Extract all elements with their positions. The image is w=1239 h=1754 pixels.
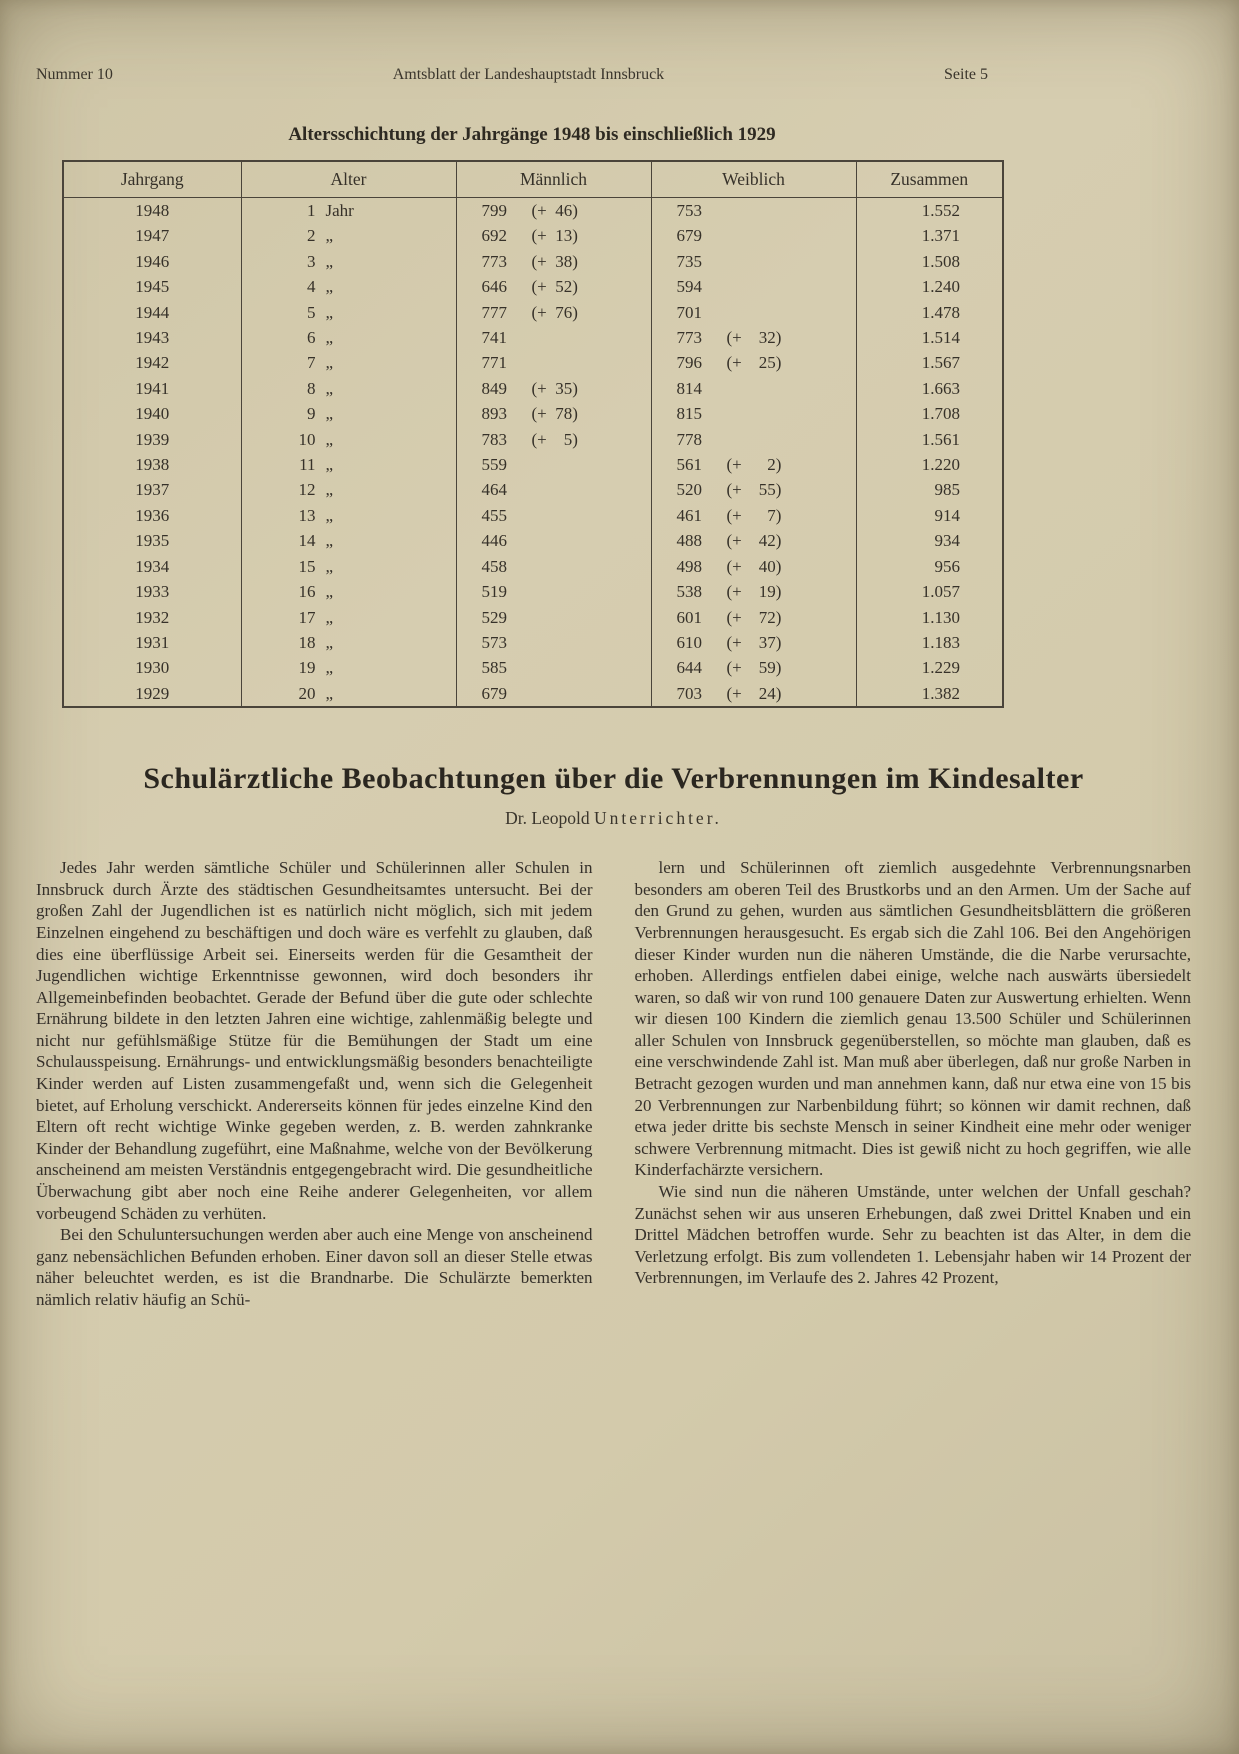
cell-jahrgang: 1944 [63, 300, 241, 325]
female-delta: (+ 59) [726, 658, 782, 678]
age-unit: „ [325, 480, 334, 500]
cell-alter [241, 300, 456, 325]
age-unit: „ [325, 683, 334, 703]
cell-jahrgang: 1930 [63, 655, 241, 680]
cell-alter [241, 503, 456, 528]
age-unit: „ [325, 277, 334, 297]
cell-jahrgang: 1934 [63, 554, 241, 579]
article-paragraph: Jedes Jahr werden sämtliche Schüler und Schülerinnen aller Schulen in Innsbruck durch Ärzte des städtischen Gesundheitsamtes untersucht. Bei der großen Zahl der Jugendlichen ist es natürlich nicht möglich, sich mit jedem Einzelnen eingehend zu beschäftigen und doch wäre es verfehlt zu glauben, daß dies eine überflüssige Arbeit sei. Einerseits werden für die Gesamtheit der Jugendlichen wichtige Erkenntnisse gewonnen, wird doch besonders ihr Allgemeinbefinden beobachtet. Gerade der Befund über die gute oder schlechte Ernährung bildete in den letzten Jahren eine wichtige, zahlenmäßig belegte und nicht nur gefühlsmäßige Stütze für die Bemühungen der Stadt um eine Schulausspeisung. Ernährungs- und entwicklungsmäßig besonders benachteiligte Kinder werden auf Listen zusammengefaßt und, wenn sich die Gelegenheit bietet, auf Erholung verschickt. Andererseits können für jedes einzelne Kind den Eltern oft recht wichtige Winke gegeben werden, z. B. werden zahnkranke Kinder der Behandlung zugeführt, eine Maßnahme, welche von der Bevölkerung anscheinend am meisten Verständnis entgegengebracht wird. Die gesundheitliche Überwachung gibt aber noch eine Reihe anderer Gelegenheiten, vor allem vorbeugend Schäden zu verhüten. [36, 858, 593, 1223]
male-delta: (+ 76) [531, 302, 578, 322]
female-count: 594 [676, 277, 702, 297]
cell-zusammen: 1.708 [856, 401, 1003, 426]
cell-alter [241, 554, 456, 579]
cell-maennlich [456, 503, 651, 528]
cell-zusammen: 1.663 [856, 376, 1003, 401]
female-count: 561 [676, 455, 702, 475]
female-delta: (+ 25) [726, 353, 782, 373]
female-count: 679 [676, 226, 702, 246]
male-count: 799 [481, 201, 507, 220]
column-header-maennlich: Männlich [456, 161, 651, 198]
cell-weiblich [651, 554, 856, 579]
running-header [36, 66, 988, 84]
journal-title: Amtsblatt der Landeshauptstadt Innsbruck [392, 66, 665, 83]
cell-alter [241, 325, 456, 350]
female-count: 701 [676, 302, 702, 322]
cell-zusammen: 1.057 [856, 579, 1003, 604]
male-delta: (+ 78) [531, 404, 578, 424]
column-header-alter: Alter [241, 161, 456, 198]
table-row [63, 401, 1003, 426]
age-number: 6 [307, 328, 316, 348]
male-count: 446 [481, 531, 507, 551]
male-count: 893 [481, 404, 507, 424]
age-unit: „ [325, 251, 334, 271]
cell-alter [241, 249, 456, 274]
table-row [63, 503, 1003, 528]
male-count: 464 [481, 480, 507, 500]
table-row [63, 300, 1003, 325]
male-delta: (+ 13) [531, 226, 578, 246]
age-number: 11 [299, 455, 316, 475]
cell-maennlich [456, 605, 651, 630]
cell-zusammen: 1.382 [856, 681, 1003, 707]
age-number: 4 [307, 277, 316, 297]
male-delta: (+ 52) [531, 277, 578, 297]
cell-weiblich [651, 503, 856, 528]
male-count: 529 [481, 607, 507, 627]
male-delta: (+ 5) [531, 429, 578, 449]
cell-weiblich [651, 655, 856, 680]
female-delta: (+ 55) [726, 480, 782, 500]
table-row [63, 427, 1003, 452]
age-unit: „ [325, 582, 334, 602]
cell-jahrgang: 1938 [63, 452, 241, 477]
cell-alter [241, 630, 456, 655]
female-delta: (+ 32) [726, 328, 782, 348]
age-distribution-table [62, 160, 1004, 708]
cell-maennlich [456, 528, 651, 553]
cell-weiblich [651, 630, 856, 655]
cell-zusammen: 934 [856, 528, 1003, 553]
female-count: 538 [676, 582, 702, 602]
cell-zusammen: 1.561 [856, 427, 1003, 452]
female-count: 778 [676, 429, 702, 449]
age-number: 1 [307, 201, 316, 220]
age-number: 14 [298, 531, 316, 551]
cell-alter [241, 528, 456, 553]
cell-maennlich [456, 249, 651, 274]
cell-weiblich [651, 401, 856, 426]
cell-weiblich [651, 605, 856, 630]
female-count: 773 [676, 328, 702, 348]
female-count: 610 [676, 632, 702, 652]
female-count: 753 [676, 201, 702, 220]
age-number: 5 [307, 302, 316, 322]
male-count: 679 [481, 683, 507, 703]
table-row [63, 198, 1003, 224]
cell-maennlich [456, 681, 651, 707]
male-count: 771 [481, 353, 507, 373]
table-header [63, 161, 1003, 198]
cell-alter [241, 198, 456, 224]
column-header-jahrgang: Jahrgang [63, 161, 241, 198]
cell-maennlich [456, 274, 651, 299]
cell-alter [241, 579, 456, 604]
female-count: 815 [676, 404, 702, 424]
age-unit: „ [325, 556, 334, 576]
cell-jahrgang: 1931 [63, 630, 241, 655]
cell-weiblich [651, 274, 856, 299]
age-unit: „ [325, 429, 334, 449]
age-unit: „ [325, 378, 334, 398]
cell-zusammen: 956 [856, 554, 1003, 579]
cell-jahrgang: 1932 [63, 605, 241, 630]
cell-alter [241, 401, 456, 426]
page-number: Seite 5 [944, 66, 988, 83]
cell-alter [241, 605, 456, 630]
cell-alter [241, 376, 456, 401]
cell-weiblich [651, 528, 856, 553]
cell-jahrgang: 1941 [63, 376, 241, 401]
table-row [63, 681, 1003, 707]
cell-alter [241, 477, 456, 502]
cell-weiblich [651, 427, 856, 452]
cell-weiblich [651, 376, 856, 401]
cell-weiblich [651, 249, 856, 274]
age-number: 12 [298, 480, 316, 500]
female-count: 735 [676, 251, 702, 271]
table-row [63, 452, 1003, 477]
cell-zusammen: 1.552 [856, 198, 1003, 224]
cell-alter [241, 681, 456, 707]
table-row [63, 350, 1003, 375]
cell-weiblich [651, 198, 856, 224]
cell-zusammen: 985 [856, 477, 1003, 502]
age-unit: „ [325, 353, 334, 373]
article-byline [36, 808, 1191, 829]
cell-jahrgang: 1929 [63, 681, 241, 707]
table-header-row [63, 161, 1003, 198]
cell-maennlich [456, 477, 651, 502]
female-count: 601 [676, 607, 702, 627]
age-number: 10 [298, 429, 316, 449]
male-delta: (+ 35) [531, 378, 578, 398]
table-row [63, 605, 1003, 630]
cell-maennlich [456, 350, 651, 375]
byline-author-name: Unterrichter. [594, 808, 722, 829]
female-count: 796 [676, 353, 702, 373]
age-unit: „ [325, 531, 334, 551]
female-delta: (+ 7) [726, 505, 782, 525]
cell-jahrgang: 1940 [63, 401, 241, 426]
female-delta: (+ 37) [726, 632, 782, 652]
male-count: 741 [481, 328, 507, 348]
age-number: 8 [307, 378, 316, 398]
female-count: 814 [676, 378, 702, 398]
female-count: 520 [676, 480, 702, 500]
age-unit: „ [325, 632, 334, 652]
cell-maennlich [456, 198, 651, 224]
table-row [63, 325, 1003, 350]
age-number: 19 [298, 658, 316, 678]
article-column-right [635, 857, 1192, 1310]
cell-zusammen: 1.229 [856, 655, 1003, 680]
cell-jahrgang: 1947 [63, 223, 241, 248]
male-count: 777 [481, 302, 507, 322]
table-row [63, 223, 1003, 248]
age-number: 16 [298, 582, 316, 602]
cell-zusammen: 914 [856, 503, 1003, 528]
male-count: 573 [481, 632, 507, 652]
age-unit: „ [325, 226, 334, 246]
age-unit: „ [325, 607, 334, 627]
female-count: 644 [676, 658, 702, 678]
table-row [63, 579, 1003, 604]
cell-alter [241, 223, 456, 248]
cell-zusammen: 1.220 [856, 452, 1003, 477]
cell-zusammen: 1.183 [856, 630, 1003, 655]
column-header-weiblich: Weiblich [651, 161, 856, 198]
cell-maennlich [456, 554, 651, 579]
cell-zusammen: 1.567 [856, 350, 1003, 375]
table-body [63, 198, 1003, 708]
cell-maennlich [456, 630, 651, 655]
cell-jahrgang: 1942 [63, 350, 241, 375]
cell-weiblich [651, 681, 856, 707]
female-delta: (+ 19) [726, 582, 782, 602]
table-row [63, 249, 1003, 274]
issue-number: Nummer 10 [36, 66, 113, 83]
age-number: 15 [298, 556, 316, 576]
age-number: 13 [298, 505, 316, 525]
cell-jahrgang: 1935 [63, 528, 241, 553]
male-count: 585 [481, 658, 507, 678]
cell-maennlich [456, 300, 651, 325]
table-row [63, 554, 1003, 579]
age-unit: „ [325, 328, 334, 348]
cell-maennlich [456, 427, 651, 452]
table-row [63, 528, 1003, 553]
cell-jahrgang: 1943 [63, 325, 241, 350]
cell-maennlich [456, 376, 651, 401]
cell-zusammen: 1.240 [856, 274, 1003, 299]
cell-maennlich [456, 401, 651, 426]
article-paragraph: Bei den Schuluntersuchungen werden aber auch eine Menge von anscheinend ganz nebensächlichen Befunden erhoben. Einer davon soll an dieser Stelle etwas näher beleuchtet werden, es ist die Brandnarbe. Die Schulärzte bemerkten nämlich relativ häufig an Schü- [36, 1225, 593, 1309]
cell-weiblich [651, 452, 856, 477]
cell-zusammen: 1.371 [856, 223, 1003, 248]
cell-maennlich [456, 655, 651, 680]
cell-jahrgang: 1948 [63, 198, 241, 224]
cell-alter [241, 452, 456, 477]
cell-zusammen: 1.514 [856, 325, 1003, 350]
male-count: 455 [481, 505, 507, 525]
table-row [63, 630, 1003, 655]
female-delta: (+ 40) [726, 556, 782, 576]
cell-alter [241, 350, 456, 375]
male-count: 692 [481, 226, 507, 246]
cell-zusammen: 1.130 [856, 605, 1003, 630]
cell-weiblich [651, 579, 856, 604]
female-count: 461 [676, 505, 702, 525]
cell-jahrgang: 1939 [63, 427, 241, 452]
table-row [63, 376, 1003, 401]
age-unit: „ [325, 505, 334, 525]
cell-maennlich [456, 452, 651, 477]
female-delta: (+ 42) [726, 531, 782, 551]
cell-jahrgang: 1936 [63, 503, 241, 528]
cell-weiblich [651, 223, 856, 248]
cell-jahrgang: 1937 [63, 477, 241, 502]
age-number: 20 [298, 683, 316, 703]
age-unit: „ [325, 455, 334, 475]
cell-weiblich [651, 300, 856, 325]
table-title: Altersschichtung der Jahrgänge 1948 bis einschließlich 1929 [288, 124, 776, 145]
male-count: 849 [481, 378, 507, 398]
age-number: 17 [298, 607, 316, 627]
cell-weiblich [651, 325, 856, 350]
table-row [63, 655, 1003, 680]
male-count: 646 [481, 277, 507, 297]
cell-maennlich [456, 325, 651, 350]
age-number: 7 [307, 353, 316, 373]
article-columns [36, 857, 1191, 1310]
male-count: 519 [481, 582, 507, 602]
age-number: 2 [307, 226, 316, 246]
male-delta: (+ 46) [531, 201, 578, 220]
female-delta: (+ 72) [726, 607, 782, 627]
article-paragraph: lern und Schülerinnen oft ziemlich ausgedehnte Verbrennungsnarben besonders am oberen Teil des Brustkorbs und an den Armen. Um der Sache auf den Grund zu gehen, wurden aus sämtlichen Gesundheitsblättern die größeren Verbrennungen herausgesucht. Es ergab sich die Zahl 106. Bei den Angehörigen dieser Kinder wurden nun die näheren Umstände, die die Narbe verursachte, erhoben. Allerdings entfielen dabei einige, welche nach auswärts übersiedelt waren, so daß wir von rund 100 genauere Daten zur Auswertung erhielten. Wenn wir diesen 100 Kindern die ziemlich genau 13.500 Schüler und Schülerinnen aller Schulen von Innsbruck gegenüberstellen, so möchte man glauben, daß es eine verschwindende Zahl ist. Man muß aber überlegen, daß nur große Narben in Betracht gezogen wurden und man annehmen kann, daß nur etwa eine von 15 bis 20 Verbrennungen zur Narbenbildung führt; so können wir damit rechnen, daß etwa jeder dritte bis sechste Mensch in seiner Kindheit eine mehr oder weniger schwere Verbrennung mitmacht. Dies ist gewiß nicht zu hoch gegriffen, wie alle Kinderfachärzte versichern. [634, 858, 1191, 1180]
age-unit: „ [325, 302, 334, 322]
male-count: 559 [481, 455, 507, 475]
female-delta: (+ 24) [726, 683, 782, 703]
cell-jahrgang: 1933 [63, 579, 241, 604]
cell-zusammen: 1.508 [856, 249, 1003, 274]
age-unit: „ [325, 404, 334, 424]
age-unit: „ [325, 658, 334, 678]
cell-jahrgang: 1945 [63, 274, 241, 299]
cell-zusammen: 1.478 [856, 300, 1003, 325]
age-unit: Jahr [325, 201, 354, 220]
cell-weiblich [651, 350, 856, 375]
male-delta: (+ 38) [531, 251, 578, 271]
cell-alter [241, 655, 456, 680]
cell-maennlich [456, 579, 651, 604]
cell-weiblich [651, 477, 856, 502]
age-number: 9 [307, 404, 316, 424]
table-row [63, 477, 1003, 502]
female-count: 703 [676, 683, 702, 703]
byline-prefix: Dr. Leopold [505, 808, 595, 829]
cell-alter [241, 427, 456, 452]
column-header-zusammen: Zusammen [856, 161, 1003, 198]
article-column-left [36, 857, 593, 1310]
female-count: 498 [676, 556, 702, 576]
article-title: Schulärztliche Beobachtungen über die Verbrennungen im Kindesalter [143, 762, 1084, 796]
age-number: 3 [307, 251, 316, 271]
table-row [63, 274, 1003, 299]
female-count: 488 [676, 531, 702, 551]
cell-maennlich [456, 223, 651, 248]
age-number: 18 [298, 632, 316, 652]
male-count: 773 [481, 251, 507, 271]
male-count: 458 [481, 556, 507, 576]
female-delta: (+ 2) [726, 455, 782, 475]
cell-alter [241, 274, 456, 299]
male-count: 783 [481, 429, 507, 449]
article-paragraph: Wie sind nun die näheren Umstände, unter welchen der Unfall geschah? Zunächst sehen wir aus unseren Erhebungen, daß zwei Drittel Knaben und ein Drittel Mädchen betroffen wurde. Sehr zu beachten ist das Alter, in dem die Verletzung erfolgt. Bis zum vollendeten 1. Lebensjahr haben wir 14 Prozent der Verbrennungen, im Verlaufe des 2. Jahres 42 Prozent, [634, 1182, 1191, 1288]
cell-jahrgang: 1946 [63, 249, 241, 274]
